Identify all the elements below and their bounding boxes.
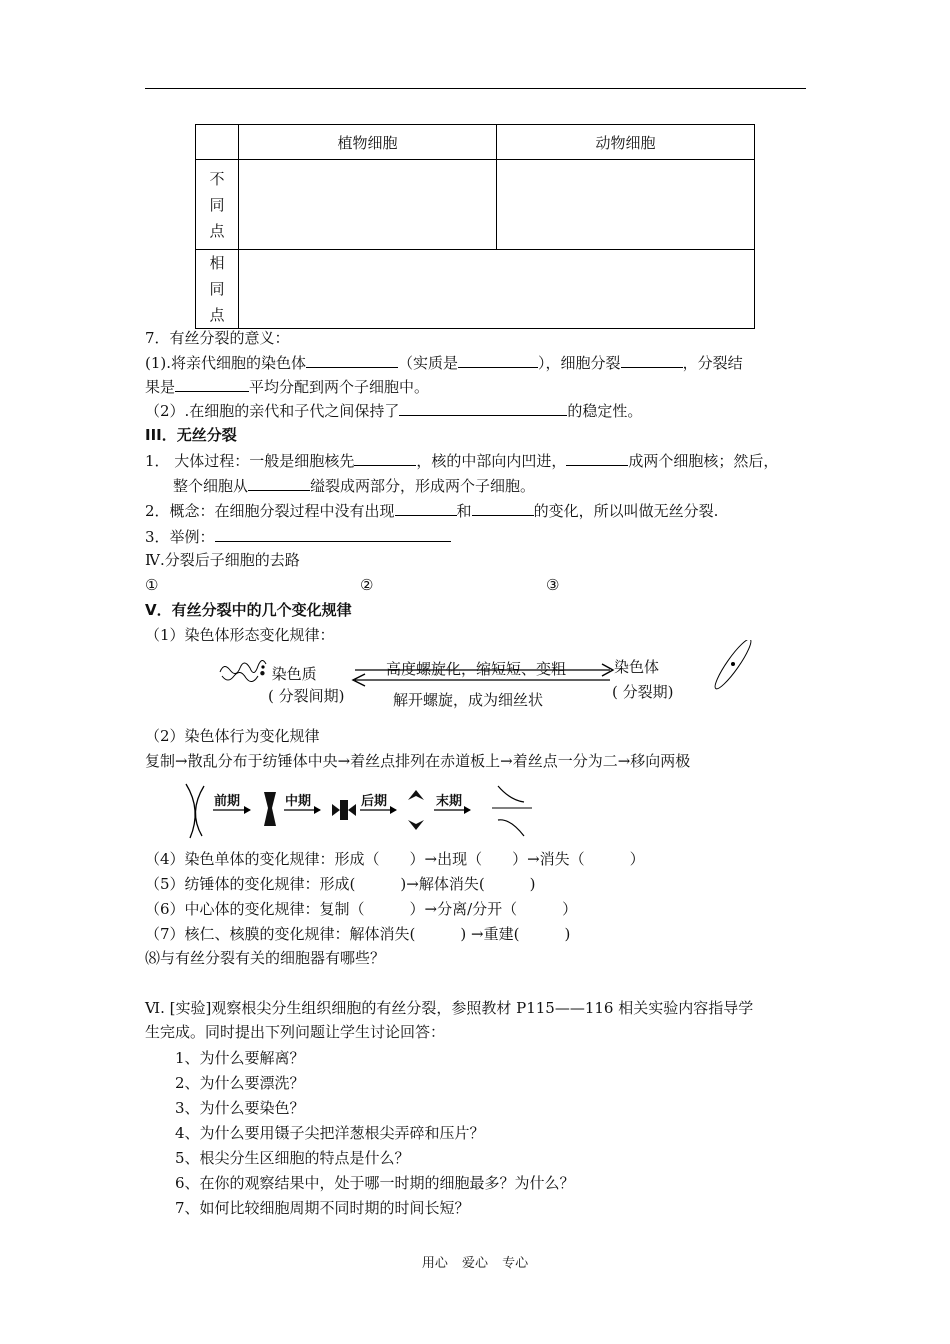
chromosome-shape-icon xyxy=(711,640,755,692)
arrow-icon xyxy=(464,806,471,814)
label-division-phase: ( 分裂期) xyxy=(612,683,674,701)
blank[interactable] xyxy=(399,400,567,416)
blank[interactable] xyxy=(566,450,628,466)
question-5: 5、根尖分生区细胞的特点是什么？ xyxy=(175,1149,410,1167)
arrow-icon xyxy=(244,806,251,814)
section-4-title: Ⅳ.分裂后子细胞的去路 xyxy=(145,551,300,569)
comparison-table xyxy=(195,124,755,329)
section-3-item-1: 1． 大体过程：一般是细胞核先 ，核的中部向内凹进， 成两个细胞核；然后， xyxy=(145,452,779,470)
section-5-item-1: （1）染色体形态变化规律： xyxy=(145,626,335,644)
label-metaphase: 中期 xyxy=(285,794,312,809)
cell-similarities[interactable] xyxy=(239,250,755,329)
question-2: 2、为什么要漂洗？ xyxy=(175,1074,305,1092)
anaphase-chromosome-icon xyxy=(408,790,424,800)
section-5-item-2: （2）染色体行为变化规律 xyxy=(145,727,320,745)
column-header-plant: 植物细胞 xyxy=(239,125,497,160)
label-anaphase: 后期 xyxy=(361,794,388,809)
section-5-item-7: （7）核仁、核膜的变化规律：解体消失( ) →重建( ) xyxy=(145,925,571,943)
cell-animal-differences[interactable] xyxy=(497,160,755,250)
section-6-line-2: 生完成。同时提出下列问题让学生讨论回答： xyxy=(145,1023,446,1041)
blank[interactable] xyxy=(458,352,538,368)
section-5-item-4: （4）染色单体的变化规律：形成（ ）→出现（ ）→消失（ ） xyxy=(145,850,645,868)
blank[interactable] xyxy=(215,526,451,542)
label-backward-process: 解开螺旋，成为细丝状 xyxy=(393,691,544,709)
centromere-dot-icon xyxy=(731,662,735,666)
section-3-item-1-cont: 整个细胞从 缢裂成两部分，形成两个子细胞。 xyxy=(173,477,536,495)
section-3-item-2: 2．概念：在细胞分裂过程中没有出现 和 的变化，所以叫做无丝分裂. xyxy=(145,502,719,520)
section-5-item-8: ⑻与有丝分裂有关的细胞器有哪些？ xyxy=(145,949,386,967)
question-3: 3、为什么要染色？ xyxy=(175,1099,305,1117)
blank[interactable] xyxy=(175,376,249,392)
label-chromosome: 染色体 xyxy=(614,658,660,676)
chromatin-squiggle-icon xyxy=(222,672,258,681)
label-chromatin: • 染色质 xyxy=(258,665,317,683)
anaphase-chromosome-icon xyxy=(408,820,424,830)
row-header-differences: 不 同 点 xyxy=(196,160,239,250)
label-telophase: 末期 xyxy=(436,794,463,809)
question-6: 6、在你的观察结果中，处于哪一时期的细胞最多？为什么？ xyxy=(175,1174,575,1192)
question-1: 1、为什么要解离？ xyxy=(175,1049,305,1067)
section-4-choice-1: ① xyxy=(145,576,159,594)
prophase-chromosome-icon xyxy=(186,784,195,838)
section-7-line-1: (1).将亲代细胞的染色体 （实质是 ），细胞分裂 ，分裂结 xyxy=(145,354,743,372)
section-3-item-3: 3．举例： xyxy=(145,526,451,547)
section-5-item-6: （6）中心体的变化规律：复制（ ）→分离/分开（ ） xyxy=(145,900,578,918)
blank[interactable] xyxy=(354,450,416,466)
table-corner-cell xyxy=(196,125,239,160)
row-header-similarities: 相 同 点 xyxy=(196,250,239,329)
section-7-line-3: （2）.在细胞的亲代和子代之间保持了 的稳定性。 xyxy=(145,402,643,420)
blank[interactable] xyxy=(621,352,683,368)
arrow-icon xyxy=(314,806,321,814)
arrow-icon xyxy=(390,806,397,814)
telophase-chromosome-icon xyxy=(498,820,524,836)
label-forward-process: 高度螺旋化，缩短短、变粗 xyxy=(386,660,567,678)
telophase-chromosome-icon xyxy=(498,786,524,802)
blank[interactable] xyxy=(306,352,398,368)
section-6-line-1: Ⅵ. [实验]观察根尖分生组织细胞的有丝分裂，参照教材 P115——116 相关实验内容指导学 xyxy=(145,999,754,1017)
page-footer: 用心 爱心 专心 xyxy=(421,1256,529,1271)
section-4-choice-3: ③ xyxy=(546,576,560,594)
prophase-chromosome-icon xyxy=(195,786,204,836)
label-prophase: 前期 xyxy=(214,794,241,809)
blank[interactable] xyxy=(248,475,310,491)
cell-plant-differences[interactable] xyxy=(239,160,497,250)
metaphase-chromosome-icon xyxy=(264,792,276,826)
section-5-title: Ⅴ．有丝分裂中的几个变化规律 xyxy=(145,601,352,619)
section-5-item-5: （5）纺锤体的变化规律：形成( )→解体消失( ) xyxy=(145,875,536,893)
blank[interactable] xyxy=(395,500,457,516)
section-7-title: 7．有丝分裂的意义： xyxy=(145,329,290,347)
label-interphase: ( 分裂间期) xyxy=(268,687,345,705)
question-4: 4、为什么要用镊子尖把洋葱根尖弄碎和压片？ xyxy=(175,1124,485,1142)
section-7-line-2: 果是 平均分配到两个子细胞中。 xyxy=(145,378,430,396)
section-3-title: III．无丝分裂 xyxy=(145,426,237,444)
column-header-animal: 动物细胞 xyxy=(497,125,755,160)
section-4-choice-2: ② xyxy=(360,576,374,594)
question-7: 7、如何比较细胞周期不同时期的时间长短？ xyxy=(175,1199,470,1217)
blank[interactable] xyxy=(472,500,534,516)
header-rule xyxy=(145,88,806,89)
behavior-sequence: 复制→散乱分布于纺锤体中央→着丝点排列在赤道板上→着丝点一分为二→移向两极 xyxy=(145,752,691,770)
